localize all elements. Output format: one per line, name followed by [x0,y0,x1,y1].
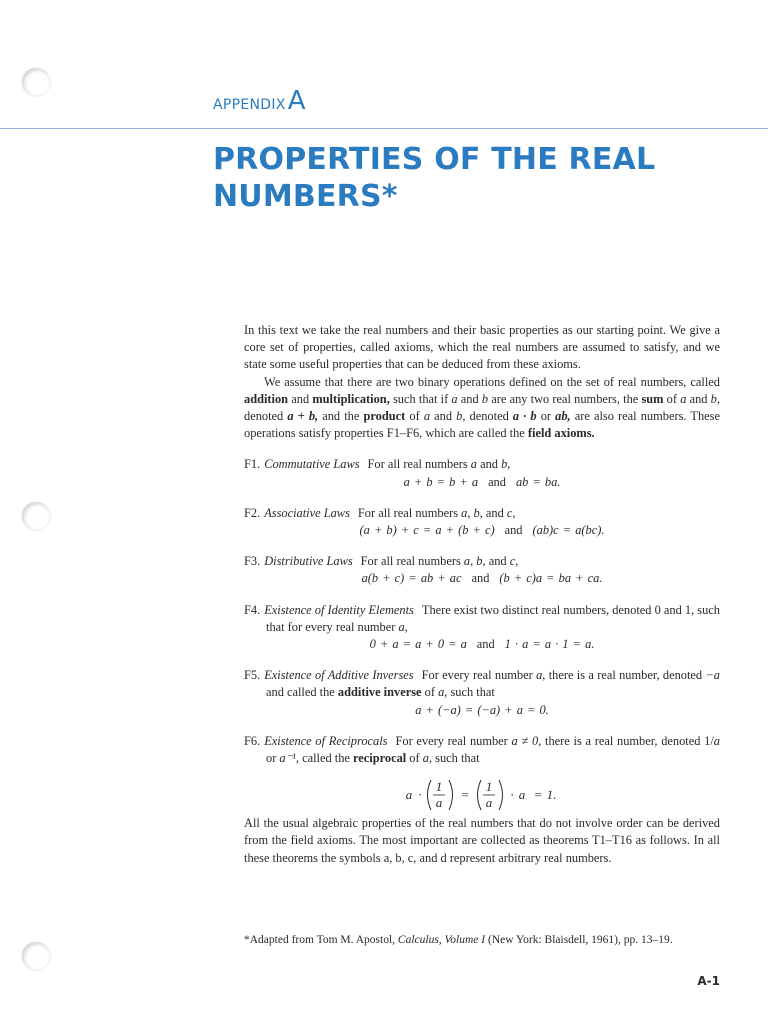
axiom-f3 [244,553,720,587]
open-paren [478,780,482,810]
main-content [244,322,720,867]
axiom-label: F5. [244,668,261,683]
intro-paragraph-2: We assume that there are two binary operations defined on the set of real numbers, called addition and multiplication, such that if a and b are any two real numbers, the sum of a and b, denoted a + b, and the product of a and b, denoted a · b or ab, are also real numbers. These operations satisfy properties F1–F6, which are called the field axioms. [244,374,720,441]
dot-operator: · [510,787,514,803]
title-line-2: NUMBERS* [213,179,398,214]
open-paren [428,780,432,810]
axiom-name: Associative Laws [264,505,350,520]
equation-right: (ab)c = a(bc). [532,523,605,538]
intro-paragraph-1: In this text we take the real numbers and their basic properties as our starting point. We give a core set of properties, called axioms, which the real numbers are assumed to satisfy, and we state some useful properties that can be deduced from these axioms. [244,323,720,372]
footnote [244,932,724,948]
equals-one: = 1. [533,787,557,803]
axiom-statement [244,505,720,522]
equation-left: a + b = b + a [403,474,479,489]
axiom-label: F4. [244,602,261,617]
axiom-equation [244,702,720,719]
punch-hole [22,502,50,530]
numerator-one: 1 [435,779,443,795]
axiom-f1 [244,456,720,490]
appendix-letter: A [287,86,306,116]
axiom-name: Distributive Laws [264,554,353,569]
denominator-a: a [485,795,493,811]
axiom-name: Existence of Reciprocals [264,733,388,748]
equation-left: a + (−a) = (−a) + a = 0. [415,702,549,717]
equation-conjunction: and [504,523,523,538]
axiom-equation [244,522,720,539]
axiom-equation [244,474,720,491]
axiom-name: Existence of Additive Inverses [264,668,414,683]
dot-operator: · [418,787,422,803]
axiom-label: F2. [244,505,261,520]
footnote-book-title: Calculus, Volume I [397,934,486,946]
axiom-statement [244,553,720,570]
denominator-a: a [435,795,443,811]
equation-right: (b + c)a = ba + ca. [499,571,603,586]
axiom-text: For all real numbers a, b, and c, [360,554,519,569]
title-line-1: PROPERTIES OF THE REAL [213,142,656,177]
axiom-name: Commutative Laws [264,457,360,472]
symbol-a: a [518,787,526,803]
axiom-text: For every real number a, there is a real number, denoted −a and called the additive inverse of a, such that [266,668,720,700]
punch-hole [22,68,50,96]
equation-right: ab = ba. [515,474,561,489]
axiom-text: There exist two distinct real numbers, denoted 0 and 1, such that for every real number a, [266,602,720,634]
axiom-label: F6. [244,733,261,748]
reciprocal-equation [397,774,567,816]
equation-conjunction: and [471,571,490,586]
close-paren [499,780,503,810]
equation-left: a(b + c) = ab + ac [361,571,462,586]
axiom-label: F3. [244,554,261,569]
page-number: A-1 [697,974,720,988]
equation-conjunction: and [476,637,495,652]
equation-conjunction: and [488,474,506,489]
chapter-title [213,141,693,215]
axiom-statement [244,602,720,636]
axiom-label: F1. [244,457,261,472]
axiom-f4 [244,602,720,654]
footnote-prefix: *Adapted from Tom M. Apostol, [244,934,398,946]
axiom-text: For all real numbers a, b, and c, [357,505,516,520]
axiom-f6 [244,733,720,815]
field-axioms-list [244,456,720,815]
numerator-one: 1 [485,779,493,795]
axiom-text: For all real numbers a and b, [367,457,511,472]
punch-hole [22,942,50,970]
equals-sign: = [460,787,470,803]
equation-left: 0 + a = a + 0 = a [369,637,467,652]
axiom-statement [244,733,720,767]
axiom-f5 [244,667,720,719]
axiom-name: Existence of Identity Elements [264,602,414,617]
equation-right: 1 · a = a · 1 = a. [504,637,595,652]
axiom-f2 [244,505,720,539]
appendix-label [213,86,306,116]
header-rule [0,128,768,129]
axiom-equation [244,636,720,653]
footnote-suffix: (New York: Blaisdell, 1961), pp. 13–19. [485,934,673,946]
axiom-statement [244,456,720,473]
close-paren [449,780,453,810]
axiom-equation [244,773,720,815]
closing-paragraph: All the usual algebraic properties of the real numbers that do not involve order can be derived from the field axioms. The most important are collected as theorems T1–T16 as follows. In all these theorems the symbols a, b, c, and d represent arbitrary real numbers. [244,816,720,865]
axiom-statement [244,667,720,701]
symbol-a: a [405,787,413,803]
axiom-equation [244,570,720,587]
axiom-text: For every real number a ≠ 0, there is a real number, denoted 1/a or a⁻¹, called the reciprocal of a, such that [266,733,720,766]
appendix-word: APPENDIX [213,97,286,113]
equation-left: (a + b) + c = a + (b + c) [359,523,495,538]
